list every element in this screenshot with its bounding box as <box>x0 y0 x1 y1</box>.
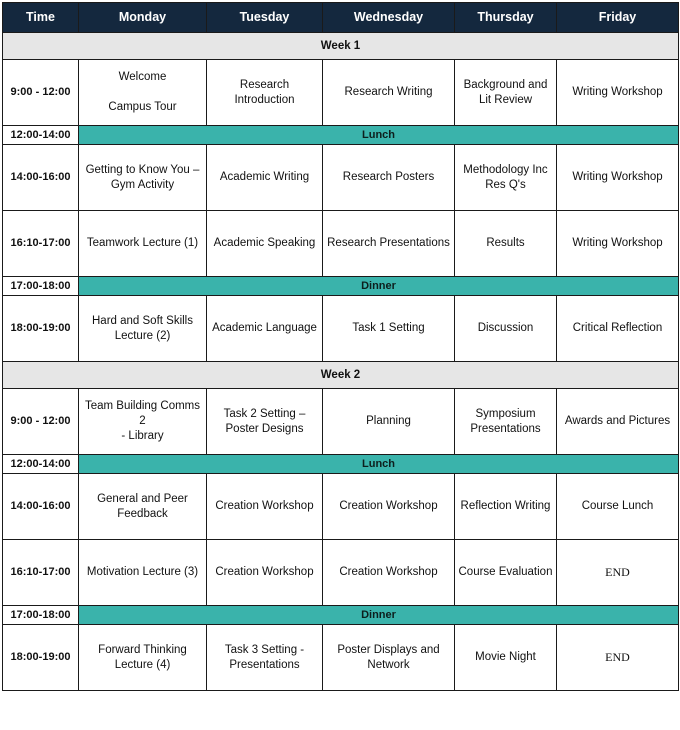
session-cell: Academic Speaking <box>207 211 323 277</box>
session-cell: Writing Workshop <box>557 60 679 126</box>
week-label: Week 2 <box>3 362 679 389</box>
session-cell: Academic Language <box>207 296 323 362</box>
time-cell: 14:00-16:00 <box>3 474 79 540</box>
session-cell: END <box>557 540 679 606</box>
session-cell: Creation Workshop <box>323 540 455 606</box>
week-row <box>3 33 679 60</box>
session-cell: Creation Workshop <box>207 540 323 606</box>
session-cell: Course Evaluation <box>455 540 557 606</box>
time-cell: 16:10-17:00 <box>3 211 79 277</box>
time-cell: 12:00-14:00 <box>3 455 79 474</box>
session-cell: Critical Reflection <box>557 296 679 362</box>
session-cell: Discussion <box>455 296 557 362</box>
slot-row <box>3 474 679 540</box>
session-cell: Symposium Presentations <box>455 389 557 455</box>
meal-band: Dinner <box>79 606 679 625</box>
header-day-monday: Monday <box>79 3 207 33</box>
session-cell: Task 2 Setting – Poster Designs <box>207 389 323 455</box>
slot-row <box>3 145 679 211</box>
week-row <box>3 362 679 389</box>
session-cell: Results <box>455 211 557 277</box>
session-cell: Reflection Writing <box>455 474 557 540</box>
session-cell: Task 1 Setting <box>323 296 455 362</box>
header-time: Time <box>3 3 79 33</box>
header-day-wednesday: Wednesday <box>323 3 455 33</box>
header-row <box>3 3 679 33</box>
session-cell: Movie Night <box>455 625 557 691</box>
session-cell: Methodology Inc Res Q's <box>455 145 557 211</box>
slot-row <box>3 296 679 362</box>
time-cell: 9:00 - 12:00 <box>3 60 79 126</box>
time-cell: 17:00-18:00 <box>3 606 79 625</box>
session-cell: Teamwork Lecture (1) <box>79 211 207 277</box>
session-cell: Team Building Comms 2 - Library <box>79 389 207 455</box>
session-cell: Writing Workshop <box>557 211 679 277</box>
slot-row <box>3 211 679 277</box>
session-cell: Course Lunch <box>557 474 679 540</box>
week-label: Week 1 <box>3 33 679 60</box>
session-cell: Research Writing <box>323 60 455 126</box>
time-cell: 17:00-18:00 <box>3 277 79 296</box>
time-cell: 16:10-17:00 <box>3 540 79 606</box>
slot-row <box>3 625 679 691</box>
time-cell: 9:00 - 12:00 <box>3 389 79 455</box>
time-cell: 14:00-16:00 <box>3 145 79 211</box>
session-cell: Academic Writing <box>207 145 323 211</box>
meal-band: Lunch <box>79 126 679 145</box>
session-cell: END <box>557 625 679 691</box>
session-cell: Planning <box>323 389 455 455</box>
session-cell: Research Posters <box>323 145 455 211</box>
session-cell: Task 3 Setting - Presentations <box>207 625 323 691</box>
meal-band: Lunch <box>79 455 679 474</box>
meal-row <box>3 277 679 296</box>
header-day-tuesday: Tuesday <box>207 3 323 33</box>
slot-row <box>3 389 679 455</box>
session-cell: Awards and Pictures <box>557 389 679 455</box>
meal-row <box>3 606 679 625</box>
meal-band: Dinner <box>79 277 679 296</box>
meal-row <box>3 455 679 474</box>
session-cell: Writing Workshop <box>557 145 679 211</box>
session-cell: Creation Workshop <box>207 474 323 540</box>
timetable <box>2 2 679 691</box>
session-cell: Research Introduction <box>207 60 323 126</box>
time-cell: 18:00-19:00 <box>3 296 79 362</box>
session-cell: General and Peer Feedback <box>79 474 207 540</box>
session-cell: Getting to Know You – Gym Activity <box>79 145 207 211</box>
session-cell: Background and Lit Review <box>455 60 557 126</box>
slot-row <box>3 540 679 606</box>
slot-row <box>3 60 679 126</box>
meal-row <box>3 126 679 145</box>
session-cell: Poster Displays and Network <box>323 625 455 691</box>
header-day-friday: Friday <box>557 3 679 33</box>
session-cell: Welcome Campus Tour <box>79 60 207 126</box>
session-cell: Motivation Lecture (3) <box>79 540 207 606</box>
time-cell: 18:00-19:00 <box>3 625 79 691</box>
session-cell: Forward Thinking Lecture (4) <box>79 625 207 691</box>
session-cell: Creation Workshop <box>323 474 455 540</box>
session-cell: Research Presentations <box>323 211 455 277</box>
session-cell: Hard and Soft Skills Lecture (2) <box>79 296 207 362</box>
time-cell: 12:00-14:00 <box>3 126 79 145</box>
header-day-thursday: Thursday <box>455 3 557 33</box>
